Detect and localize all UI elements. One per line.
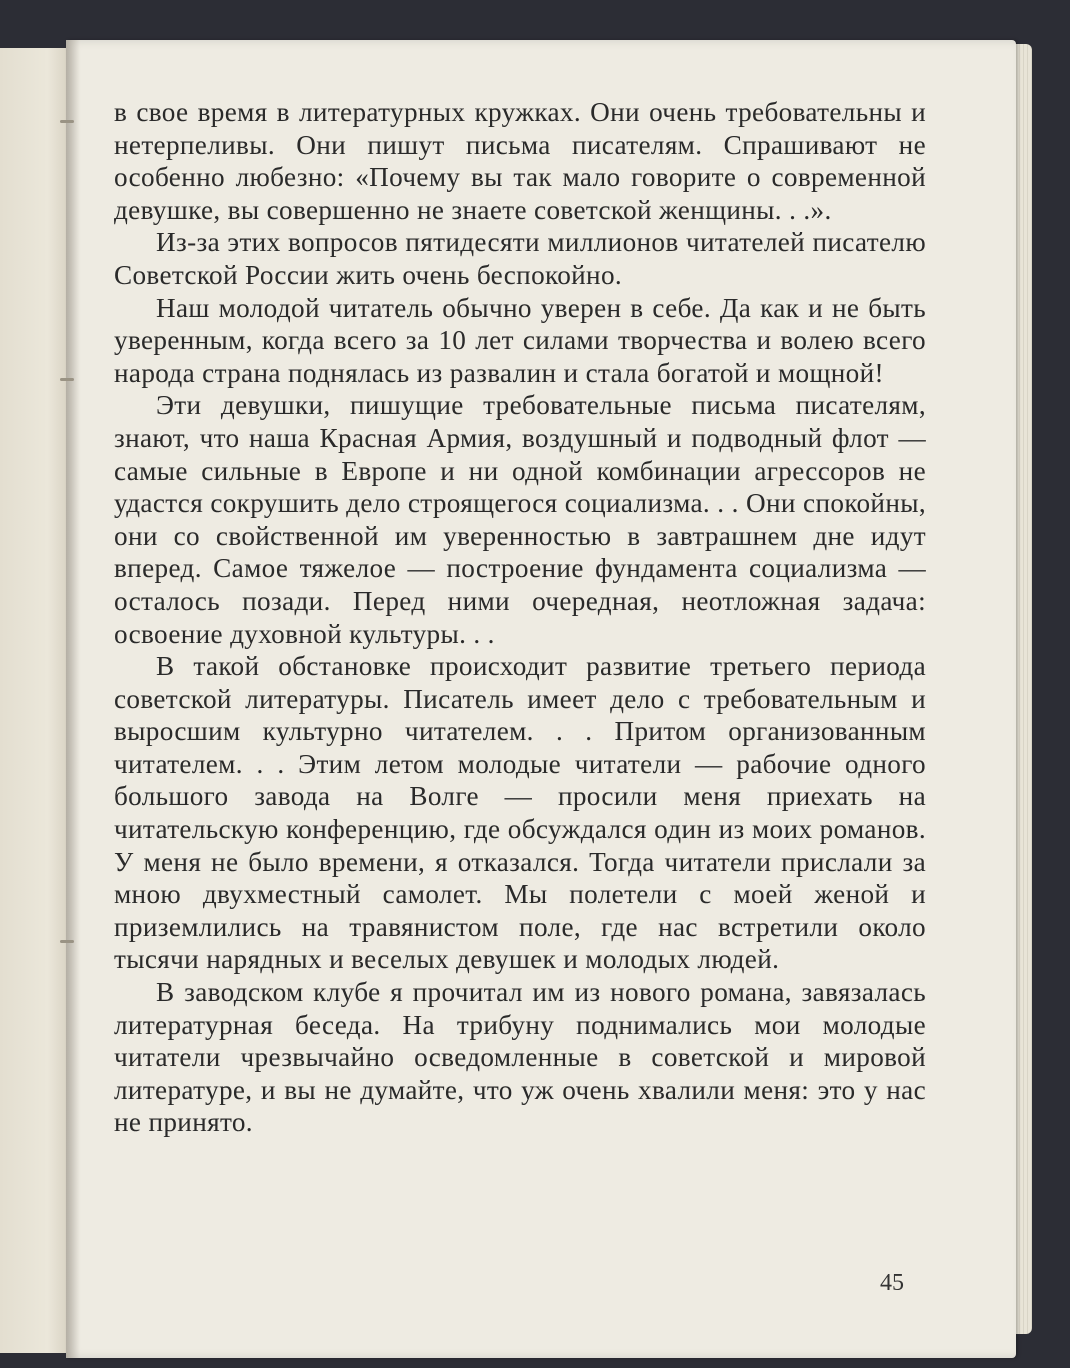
page-text	[114, 96, 926, 1139]
left-page-edge	[0, 48, 69, 1353]
gutter-shadow	[66, 40, 80, 1358]
paragraph: В такой обстановке происходит развитие третьего периода советской литературы. Писатель имеет дело с требовательным и выросшим культурно читателем. . . Притом организованным читателем. . . Этим летом молодые читатели — рабочие одного большого завода на Волге — просили меня приехать на читательскую конференцию, где обсуждался один из моих романов. У меня не было времени, я отказался. Тогда читатели прислали за мною двухместный самолет. Мы полетели с моей женой и приземлились на травянистом поле, где нас встретили около тысячи нарядных и веселых девушек и молодых людей.	[114, 651, 926, 975]
paragraph: В заводском клубе я прочитал им из нового романа, завязалась литературная беседа. На трибуну поднимались мои молодые читатели чрезвычайно осведомленные в советской и мировой литературе, и вы не думайте, что уж очень хвалили меня: это у нас не принято.	[114, 977, 926, 1138]
paragraph: Эти девушки, пишущие требовательные письма писателям, знают, что наша Красная Армия, воздушный и подводный флот — самые сильные в Европе и ни одной комбинации агрессоров не удастся сокрушить дело строящегося социализма. . . Они спокойны, они со свойственной им уверенностью в завтрашнем дне идут вперед. Самое тяжелое — построение фундамента социализма — осталось позади. Перед ними очередная, неотложная задача: освоение духовной культуры. . .	[114, 390, 926, 649]
binding-stitch	[60, 378, 74, 381]
binding-stitch	[60, 120, 74, 123]
paragraph: в свое время в литературных кружках. Они очень требовательны и нетерпеливы. Они пишут письма писателям. Спрашивают не особенно любезно: «Почему вы так мало говорите о современной девушке, вы совершенно не знаете советской женщины. . .».	[114, 97, 926, 225]
paragraph: Наш молодой читатель обычно уверен в себе. Да как и не быть уверенным, когда всего за 10 лет силами творчества и волею всего народа страна поднялась из развалин и стала богатой и мощной!	[114, 292, 926, 388]
page-number: 45	[880, 1270, 904, 1296]
paragraph: Из-за этих вопросов пятидесяти миллионов читателей писателю Советской России жить очень беспокойно.	[114, 227, 926, 290]
binding-stitch	[60, 940, 74, 943]
